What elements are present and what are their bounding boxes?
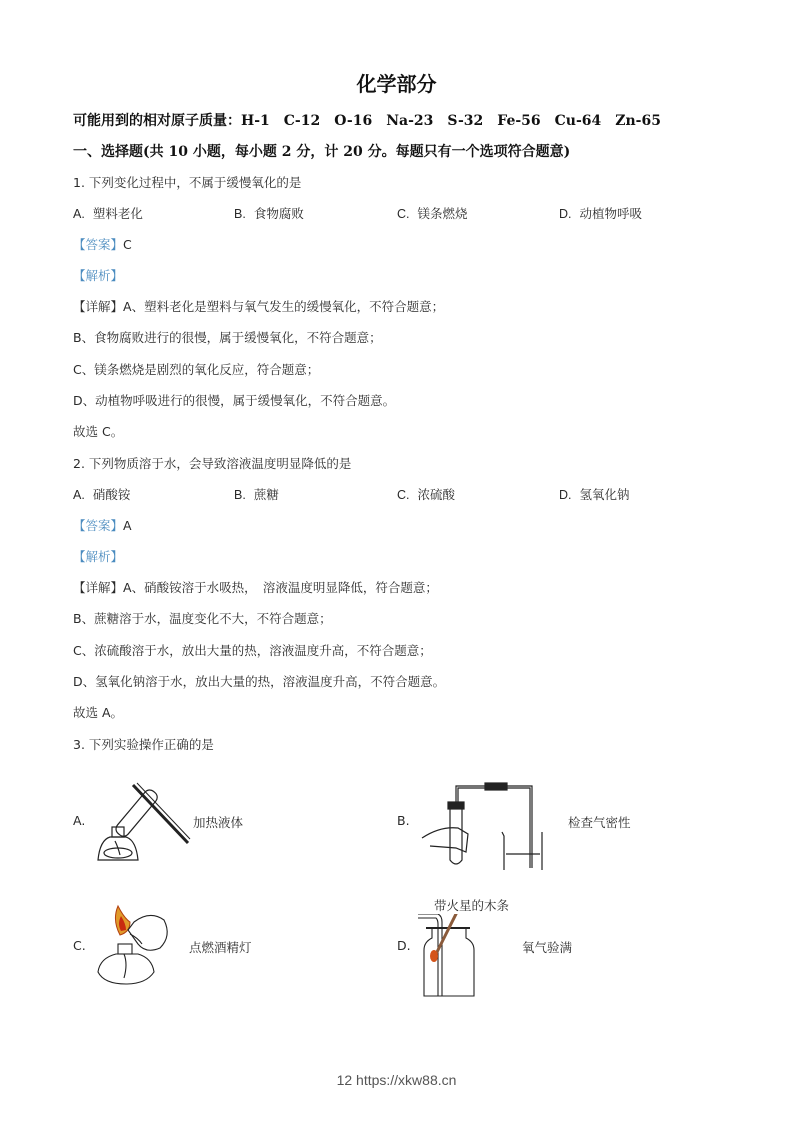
q2-option-c: C. 浓硫酸 [397, 487, 456, 502]
heating-liquid-figure [90, 775, 200, 870]
q3-option-b-letter: B. [397, 813, 410, 828]
page-title: 化学部分 [356, 72, 437, 96]
question-1-stem: 1. 下列变化过程中，不属于缓慢氧化的是 [73, 175, 302, 190]
q2-conclusion: 故选 A。 [73, 705, 124, 720]
q2-option-b: B. 蔗糖 [234, 487, 279, 502]
q3-option-c-caption: 点燃酒精灯 [189, 940, 252, 955]
q2-option-d: D. 氢氧化钠 [559, 487, 630, 502]
q3-option-b-caption: 检查气密性 [568, 815, 631, 830]
q1-answer: 【答案】C [73, 237, 132, 252]
q3-option-d-letter: D. [397, 938, 411, 953]
question-3-stem: 3. 下列实验操作正确的是 [73, 737, 214, 752]
q3-option-d-inset-label: 带火星的木条 [434, 898, 510, 913]
section-heading: 一、选择题(共 10 小题，每小题 2 分，计 20 分。每题只有一个选项符合题意) [73, 144, 571, 160]
q1-option-c: C. 镁条燃烧 [397, 206, 468, 221]
question-2-stem: 2. 下列物质溶于水，会导致溶液温度明显降低的是 [73, 456, 352, 471]
oxygen-full-test-figure [418, 914, 478, 1000]
q1-analysis-tag: 【解析】 [73, 268, 124, 283]
q1-conclusion: 故选 C。 [73, 424, 124, 439]
page-footer: 12 https://xkw88.cn [336, 1072, 457, 1088]
q2-explanation-c: C、浓硫酸溶于水，放出大量的热，溶液温度升高，不符合题意； [73, 643, 432, 658]
q2-analysis-tag: 【解析】 [73, 549, 124, 564]
q1-option-a: A. 塑料老化 [73, 206, 143, 221]
q1-explanation-b: B、食物腐败进行的很慢，属于缓慢氧化，不符合题意； [73, 330, 382, 345]
q1-explanation-d: D、动植物呼吸进行的很慢，属于缓慢氧化，不符合题意。 [73, 393, 396, 408]
airtightness-check-figure [420, 778, 550, 870]
q2-explanation-b: B、蔗糖溶于水，温度变化不大，不符合题意； [73, 611, 332, 626]
q3-option-c-letter: C. [73, 938, 86, 953]
q2-explanation-d: D、氢氧化钠溶于水，放出大量的热，溶液温度升高，不符合题意。 [73, 674, 446, 689]
atomic-masses: 可能用到的相对原子质量：H-1 C-12 O-16 Na-23 S-32 Fe-56 Cu-64 Zn-65 [73, 113, 661, 129]
q1-explanation-a: 【详解】A、塑料老化是塑料与氧气发生的缓慢氧化，不符合题意； [73, 299, 445, 314]
q2-option-a: A. 硝酸铵 [73, 487, 131, 502]
q2-explanation-a: 【详解】A、硝酸铵溶于水吸热， 溶液温度明显降低，符合题意； [73, 580, 438, 595]
q1-option-d: D. 动植物呼吸 [559, 206, 643, 221]
q3-option-a-caption: 加热液体 [193, 815, 244, 830]
q3-option-d-caption: 氧气验满 [522, 940, 573, 955]
q1-option-b: B. 食物腐败 [234, 206, 304, 221]
q1-explanation-c: C、镁条燃烧是剧烈的氧化反应，符合题意； [73, 362, 320, 377]
q3-option-a-letter: A. [73, 813, 86, 828]
q2-answer: 【答案】A [73, 518, 132, 533]
lighting-alcohol-lamp-figure [90, 900, 180, 995]
